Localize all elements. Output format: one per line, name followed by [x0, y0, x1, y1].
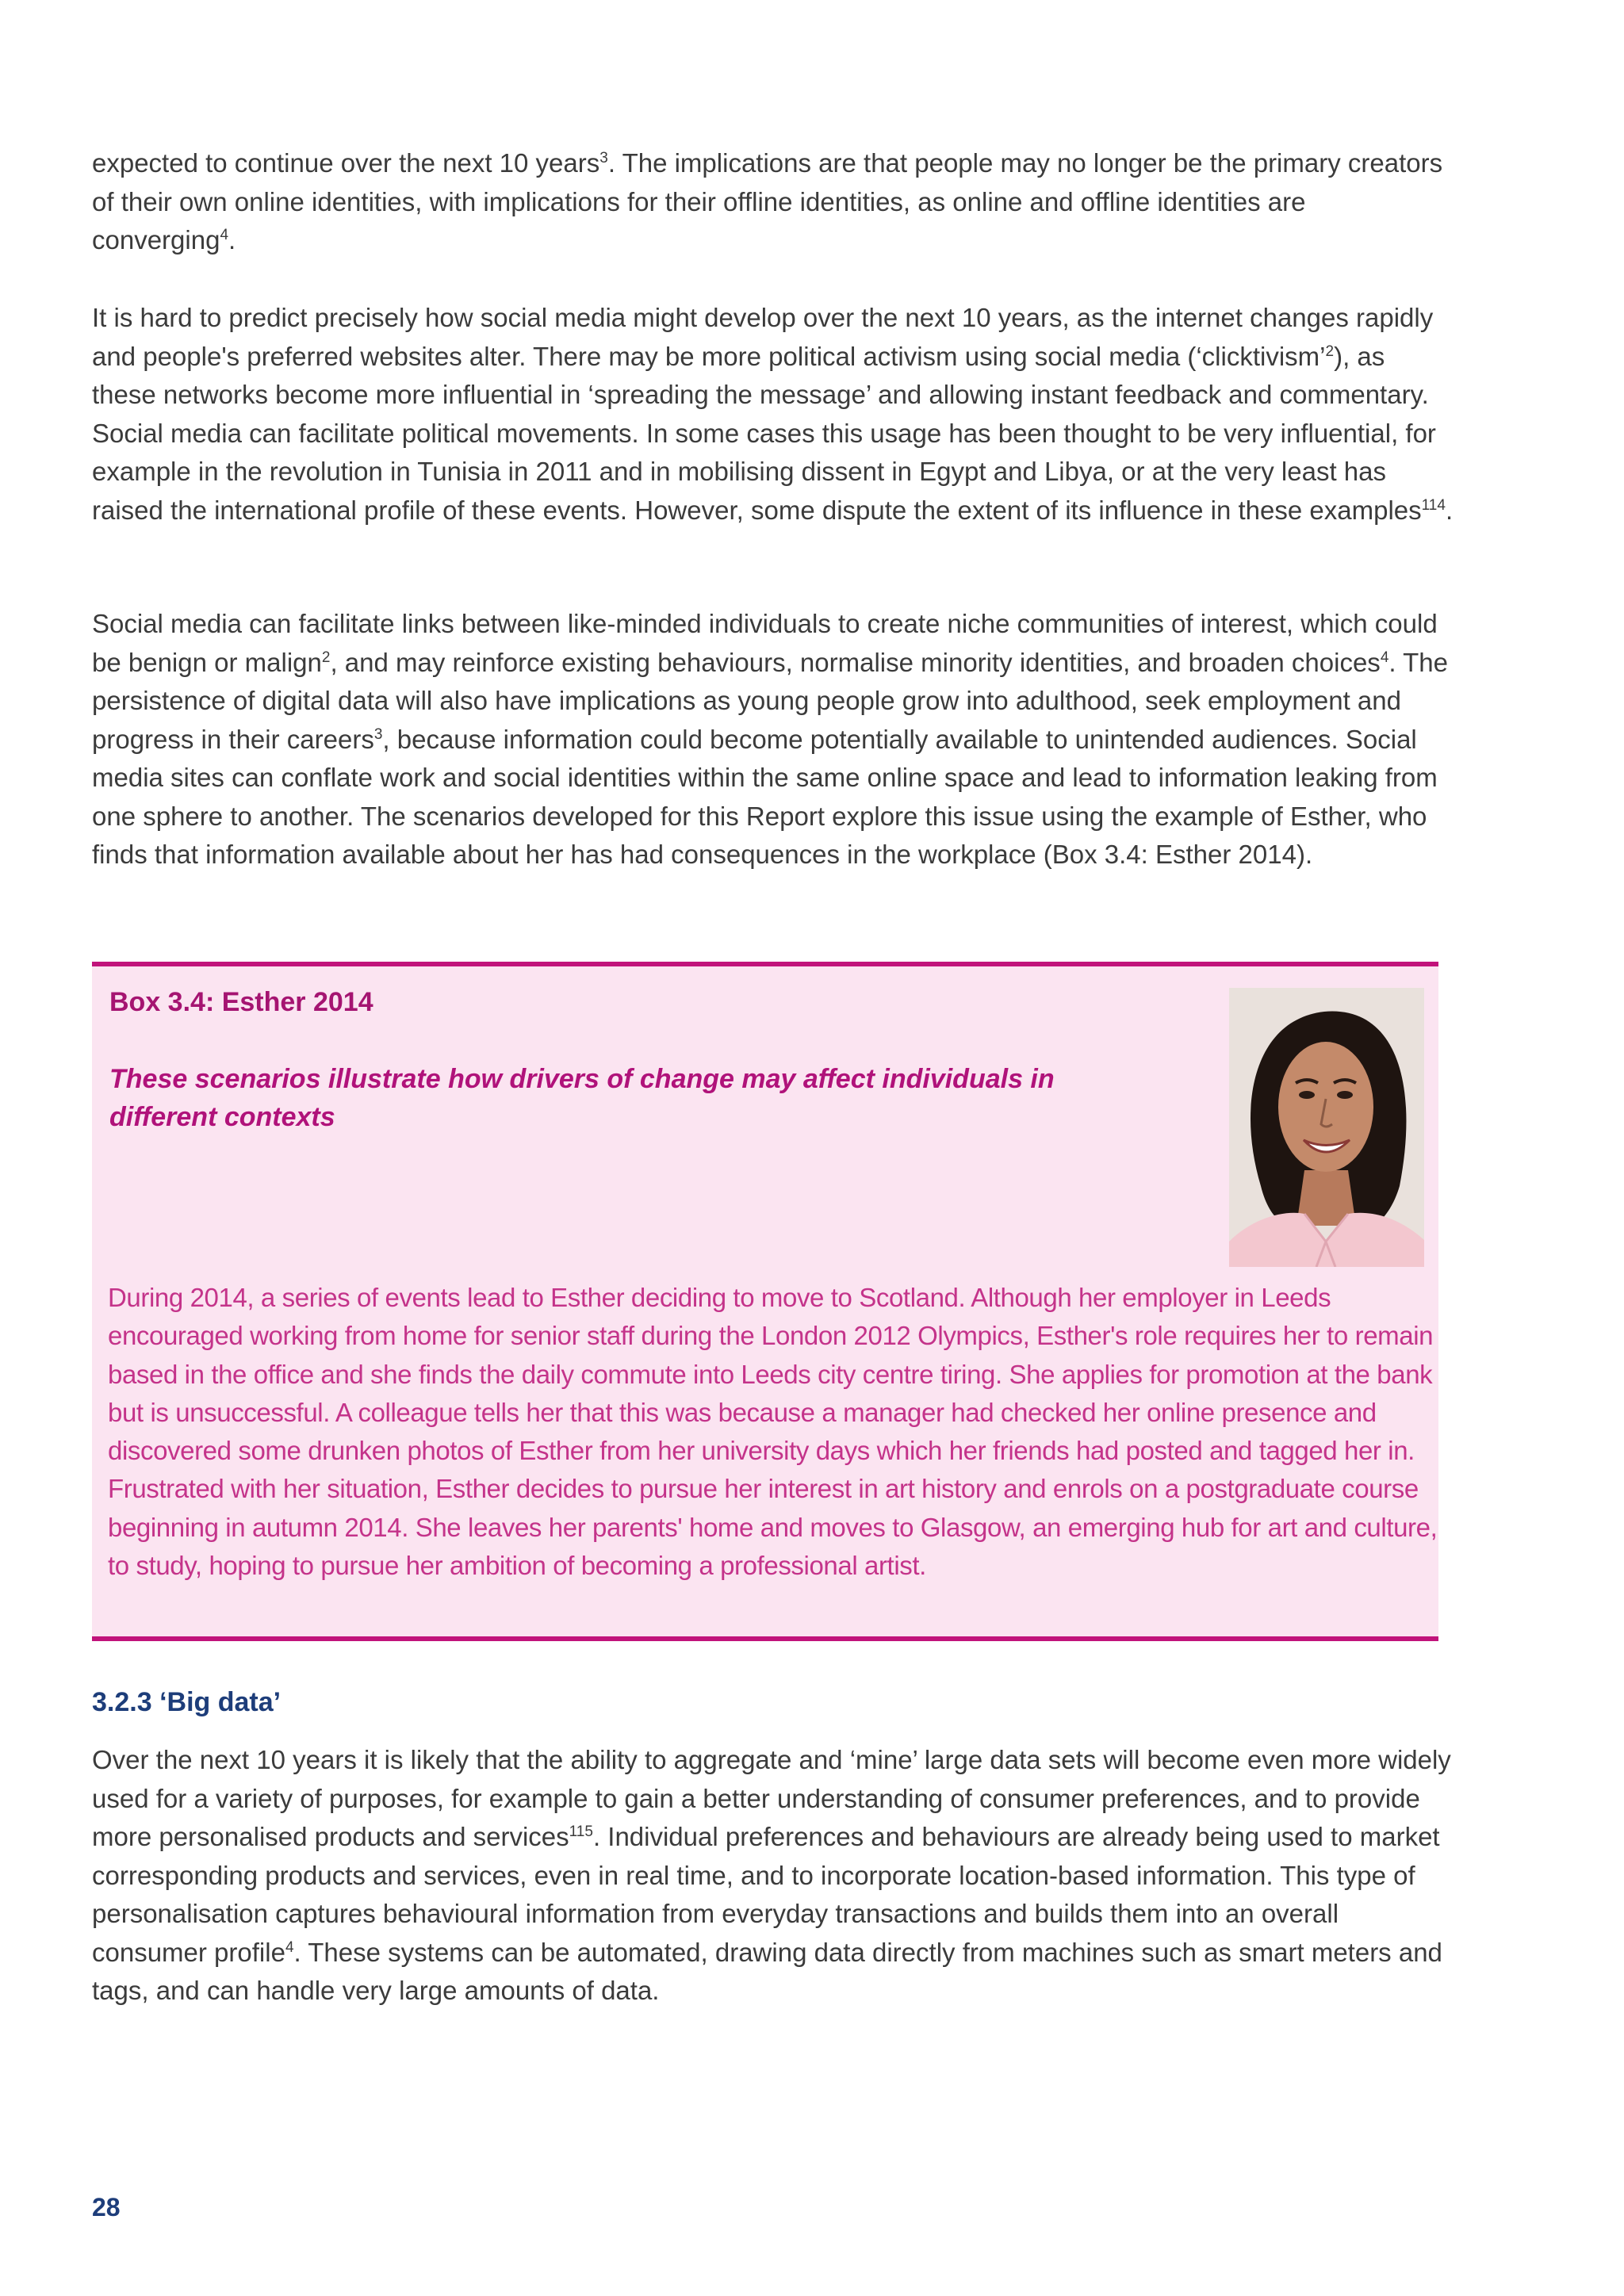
- paragraph-niche-communities: Social media can facilitate links between like-minded individuals to create niche communities of interest, which could be benign or malign$^2$, and may reinforce existing behaviours, normalise minority identities, and broaden choices$^4$. The persistence of digital data will also have implications as young people grow into adulthood, seek employment and progress in their careers$^3$, because information could become potentially available to unintended audiences. Social media sites can conflate work and social identities within the same online space and lead to information leaking from one sphere to another. The scenarios developed for this Report explore this issue using the example of Esther, who finds that information available about her has had consequences in the workplace (Box 3.4: Esther 2014).: [92, 609, 1448, 869]
- box-body-text: During 2014, a series of events lead to Esther deciding to move to Scotland. Although her employer in Leeds encouraged working from home for senior staff during the London 2012 Olympics, Esther's role requires her to remain based in the office and she finds the daily commute into Leeds city centre tiring. She applies for promotion at the bank but is unsuccessful. A colleague tells her that this was because a manager had checked her online presence and discovered some drunken photos of Esther from her university days which her friends had posted and tagged her in. Frustrated with her situation, Esther decides to pursue her interest in art history and enrols on a postgraduate course beginning in autumn 2014. She leaves her parents' home and moves to Glasgow, an emerging hub for art and culture, to study, hoping to pursue her ambition of becoming a professional artist.: [108, 1283, 1438, 1581]
- paragraph-big-data: Over the next 10 years it is likely that the ability to aggregate and ‘mine’ large data sets will become even more widely used for a variety of purposes, for example to gain a better understanding of consumer preferences, and to provide more personalised products and services$^{115}$. Individual preferences and behaviours are already being used to market corresponding products and services, even in real time, and to incorporate location-based information. This type of personalisation captures behavioural information from everyday transactions and builds them into an overall consumer profile$^4$. These systems can be automated, drawing data directly from machines such as smart meters and tags, and can handle very large amounts of data.: [92, 1745, 1451, 2005]
- box-title: Box 3.4: Esther 2014: [109, 987, 373, 1017]
- paragraph-identities: expected to continue over the next 10 years$^3$. The implications are that people may no longer be the primary creators of their own online identities, with implications for their offline identities, as online and offline identities are converging$^4$.: [92, 148, 1443, 254]
- page-number: 28: [92, 2193, 121, 2221]
- paragraph-social-media-future: It is hard to predict precisely how social media might develop over the next 10 years, as the internet changes rapidly and people's preferred websites alter. There may be more political activism using social media (‘clicktivism’$^2$), as these networks become more influential in ‘spreading the message’ and allowing instant feedback and commentary. Social media can facilitate political movements. In some cases this usage has been thought to be very influential, for example in the revolution in Tunisia in 2011 and in mobilising dissent in Egypt and Libya, or at the very least has raised the international profile of these events. However, some dispute the extent of its influence in these examples$^{114}$.: [92, 303, 1454, 525]
- section-heading: 3.2.3 ‘Big data’: [92, 1687, 282, 1717]
- scenario-box: [92, 962, 1438, 1641]
- box-subtitle: These scenarios illustrate how drivers of change may affect individuals in different contexts: [109, 1064, 1055, 1132]
- esther-portrait-photo: [1229, 988, 1424, 1267]
